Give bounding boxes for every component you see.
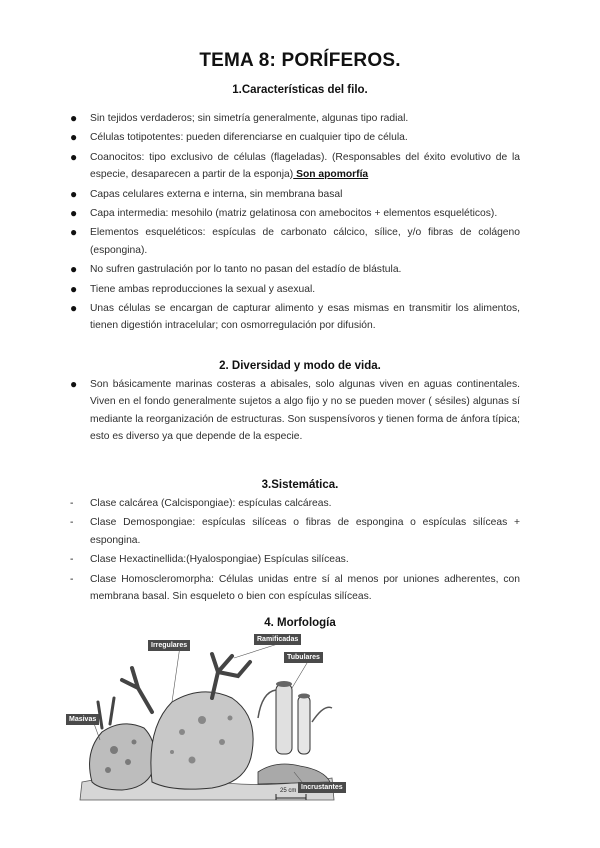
label-masivas: Masivas xyxy=(66,714,99,725)
bullet-icon: ● xyxy=(70,262,78,277)
dash-marker: - xyxy=(70,498,74,509)
section-2-heading: 2. Diversidad y modo de vida. xyxy=(219,360,381,372)
apomorfia-highlight: Son apomorfía xyxy=(293,169,369,181)
list-item: ● Capas celulares externa e interna, sin membrana basal xyxy=(90,186,520,203)
list-item: ● No sufren gastrulación por lo tanto no pasan del estadío de blástula. xyxy=(90,261,520,278)
list-item: - Clase Demospongiae: espículas silíceas o fibras de espongina o espículas silíceas + espongina. xyxy=(90,514,520,549)
bullet-icon: ● xyxy=(70,111,78,125)
page-title: TEMA 8: PORÍFEROS. xyxy=(199,50,401,71)
section-3-list xyxy=(70,495,520,607)
bullet-icon: ● xyxy=(70,130,78,145)
bullet-icon: ● xyxy=(70,225,78,240)
bullet-icon: ● xyxy=(70,186,78,201)
label-irregulares: Irregulares xyxy=(148,640,190,651)
list-item: ● Capa intermedia: mesohilo (matriz gelatinosa con amebocitos + elementos esqueléticos). xyxy=(90,205,520,222)
list-item: ● Coanocitos: tipo exclusivo de células (flageladas). (Responsables del éxito evolutivo de la especie, desaparecen a partir de la esponja) Son apomorfía xyxy=(70,149,520,181)
section-3-heading: 3.Sistemática. xyxy=(261,479,339,491)
label-ramificadas: Ramificadas xyxy=(254,634,301,645)
scale-bar-label: 25 cm xyxy=(280,788,297,794)
list-item: ● Células totipotentes: pueden diferenciarse en cualquier tipo de célula. xyxy=(90,129,520,146)
dash-marker: - xyxy=(70,573,74,585)
section-1-heading: 1.Características del filo. xyxy=(232,84,368,96)
dash-marker: - xyxy=(70,517,74,529)
dash-marker: - xyxy=(70,554,74,566)
bullet-icon: ● xyxy=(70,149,78,164)
section-2-list xyxy=(70,376,520,448)
list-item: - Clase Hexactinellida:(Hyalospongiae) Espículas silíceas. xyxy=(90,551,520,568)
label-incrustantes: Incrustantes xyxy=(298,782,346,793)
bullet-icon: ● xyxy=(70,206,78,221)
list-item: ● Elementos esqueléticos: espículas de carbonato cálcico, sílice, y/o fibras de colágeno (espongina). xyxy=(70,225,520,256)
list-item: ● Son básicamente marinas costeras a abisales, solo algunas viven en aguas continentales. Viven en el fondo generalmente sujetos a algo fijo y no se pueden mover ( sésiles) algunas sí mediante la reorganización de estructuras. Son suspensívoros y tienen forma de ánfora típica; esto es diverso ya que depende de la especie. xyxy=(70,377,520,443)
section-1-list xyxy=(70,110,520,337)
list-item: ● Unas células se encargan de capturar alimento y esas mismas en transmitir los alimentos, tienen digestión intracelular; con osmorregulación por difusión. xyxy=(70,301,520,332)
bullet-icon: ● xyxy=(70,281,78,296)
bullet-icon: ● xyxy=(70,301,78,316)
list-item: - Clase Homoscleromorpha: Células unidas entre sí al menos por uniones adherentes, con membrana basal. Sin esqueleto o bien con espículas silíceas. xyxy=(90,571,520,606)
section-4-heading: 4. Morfología xyxy=(264,617,336,629)
list-item: - Clase calcárea (Calcispongiae): espículas calcáreas. xyxy=(90,495,520,512)
label-tubulares: Tubulares xyxy=(284,652,323,663)
list-item: ● Sin tejidos verdaderos; sin simetría generalmente, algunas tipo radial. xyxy=(90,110,520,127)
bullet-icon: ● xyxy=(70,377,78,391)
list-item: ● Tiene ambas reproducciones la sexual y asexual. xyxy=(90,281,520,298)
sponge-morphology-illustration xyxy=(62,632,350,804)
